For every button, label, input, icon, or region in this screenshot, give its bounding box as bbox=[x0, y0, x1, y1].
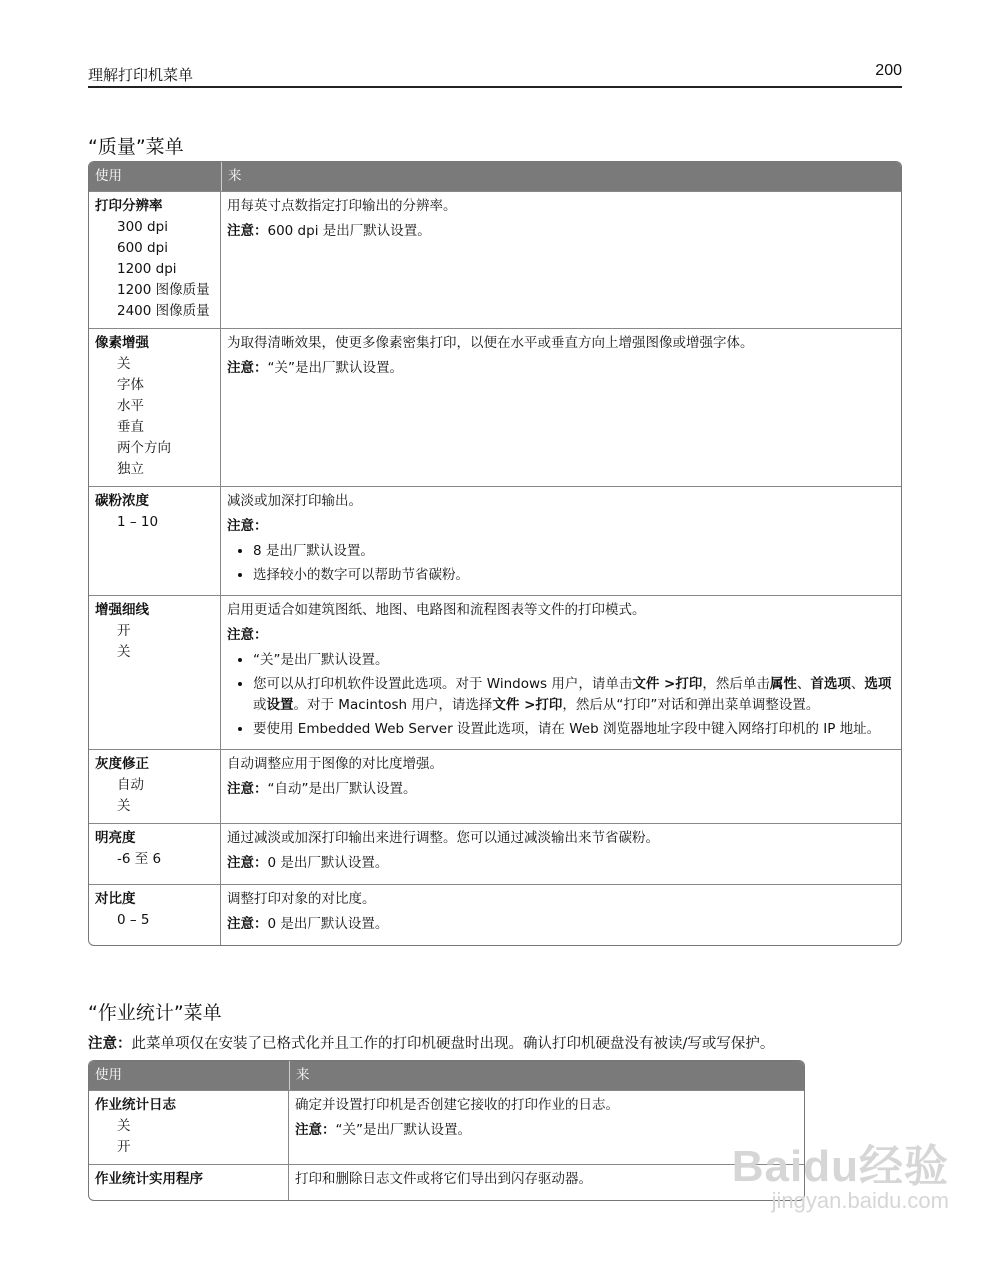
option-value: 1 – 10 bbox=[117, 514, 159, 530]
option-value: 1200 图像质量 bbox=[117, 282, 210, 298]
description-cell bbox=[289, 1164, 804, 1200]
job-accounting-menu-heading: “作业统计”菜单 bbox=[88, 1002, 222, 1024]
note-label: 注意： bbox=[227, 855, 268, 871]
note-text: “关”是出厂默认设置。 bbox=[335, 1122, 471, 1138]
list-item: • “关”是出厂默认设置。 bbox=[253, 650, 895, 671]
note-text: “关”是出厂默认设置。 bbox=[267, 360, 403, 376]
list-item bbox=[253, 674, 895, 716]
menu-item-cell bbox=[89, 749, 221, 823]
note-text: “自动”是出厂默认设置。 bbox=[267, 781, 417, 797]
table-row bbox=[89, 191, 901, 328]
menu-item-name: 增强细线 bbox=[95, 602, 149, 618]
option-value: 2400 图像质量 bbox=[117, 303, 210, 319]
note-list bbox=[227, 541, 895, 586]
page-number: 200 bbox=[875, 62, 902, 79]
description-text: 确定并设置打印机是否创建它接收的打印作业的日志。 bbox=[295, 1097, 619, 1113]
table-row bbox=[89, 884, 901, 945]
quality-menu-table bbox=[88, 161, 902, 946]
table-header-row bbox=[89, 162, 901, 191]
job-accounting-menu-table bbox=[88, 1060, 805, 1201]
table-row bbox=[89, 749, 901, 823]
note-paragraph bbox=[227, 779, 895, 800]
note-label: 注意： bbox=[227, 360, 268, 376]
watermark-url: jingyan.baidu.com bbox=[771, 1188, 949, 1213]
table-header-row bbox=[89, 1061, 804, 1090]
menu-item-name: 碳粉浓度 bbox=[95, 493, 149, 509]
description-text: 减淡或加深打印输出。 bbox=[227, 493, 362, 509]
note-label: 注意： bbox=[227, 518, 268, 534]
note-text: 此菜单项仅在安装了已格式化并且工作的打印机硬盘时出现。确认打印机硬盘没有被读/写或写保护。 bbox=[131, 1036, 775, 1052]
menu-path-file-print: 文件 >打印 bbox=[632, 676, 703, 692]
menu-item-name: 灰度修正 bbox=[95, 756, 149, 772]
menu-term-preferences: 首选项 bbox=[810, 676, 851, 692]
description-text: 用每英寸点数指定打印输出的分辨率。 bbox=[227, 198, 457, 214]
chapter-title: 理解打印机菜单 bbox=[88, 66, 194, 84]
option-value: 关 bbox=[117, 644, 131, 660]
note-label: 注意： bbox=[227, 223, 268, 239]
note-label: 注意： bbox=[227, 916, 268, 932]
description-text: 为取得清晰效果，使更多像素密集打印，以便在水平或垂直方向上增强图像或增强字体。 bbox=[227, 335, 754, 351]
description-cell bbox=[221, 823, 901, 884]
note-text: 0 是出厂默认设置。 bbox=[267, 916, 389, 932]
menu-item-name: 明亮度 bbox=[95, 830, 136, 846]
description-cell bbox=[221, 328, 901, 486]
menu-item-cell bbox=[89, 884, 221, 945]
table-row bbox=[89, 1164, 804, 1200]
description-cell bbox=[221, 884, 901, 945]
description-cell bbox=[221, 486, 901, 595]
table-row bbox=[89, 486, 901, 595]
menu-item-cell bbox=[89, 823, 221, 884]
option-value: 水平 bbox=[117, 398, 144, 414]
note-paragraph bbox=[295, 1120, 798, 1141]
menu-item-name: 打印分辨率 bbox=[95, 198, 163, 214]
menu-item-cell bbox=[89, 595, 221, 749]
description-text: 通过减淡或加深打印输出来进行调整。您可以通过减淡输出来节省碳粉。 bbox=[227, 830, 659, 846]
note-paragraph bbox=[227, 914, 895, 935]
option-value: 关 bbox=[117, 356, 131, 372]
menu-item-cell bbox=[89, 191, 221, 328]
column-header-purpose: 来 bbox=[221, 162, 901, 191]
note-label: 注意： bbox=[295, 1122, 336, 1138]
list-item: • 选择较小的数字可以帮助节省碳粉。 bbox=[253, 565, 895, 586]
option-value: 600 dpi bbox=[117, 240, 168, 256]
note-paragraph bbox=[227, 358, 895, 379]
menu-path-file-print-mac: 文件 >打印 bbox=[492, 697, 563, 713]
menu-term-options: 选项 bbox=[864, 676, 892, 692]
watermark-logo: Baidu经验 bbox=[731, 1142, 949, 1191]
table-row bbox=[89, 823, 901, 884]
menu-item-name: 像素增强 bbox=[95, 335, 149, 351]
option-value: 字体 bbox=[117, 377, 144, 393]
list-item: • 8 是出厂默认设置。 bbox=[253, 541, 895, 562]
note-paragraph bbox=[227, 853, 895, 874]
menu-item-name: 作业统计日志 bbox=[95, 1097, 176, 1113]
option-value: 1200 dpi bbox=[117, 261, 177, 277]
bullet-text: ，然后从“打印”对话和弹出菜单调整设置。 bbox=[562, 697, 820, 713]
description-text: 启用更适合如建筑图纸、地图、电路图和流程图表等文件的打印模式。 bbox=[227, 602, 646, 618]
bullet-text: 、 bbox=[850, 676, 865, 692]
description-cell bbox=[289, 1090, 804, 1164]
column-header-use: 使用 bbox=[89, 162, 221, 191]
menu-item-name: 作业统计实用程序 bbox=[95, 1171, 203, 1187]
menu-term-setup: 设置 bbox=[266, 697, 294, 713]
bullet-text: 。对于 Macintosh 用户，请选择 bbox=[293, 697, 493, 713]
menu-item-cell bbox=[89, 328, 221, 486]
option-value: 独立 bbox=[117, 461, 144, 477]
note-label: 注意： bbox=[88, 1036, 132, 1052]
note-label: 注意： bbox=[227, 627, 268, 643]
menu-item-cell bbox=[89, 1090, 289, 1164]
option-value: -6 至 6 bbox=[117, 851, 162, 867]
note-text: 600 dpi 是出厂默认设置。 bbox=[267, 223, 431, 239]
column-header-use: 使用 bbox=[89, 1061, 289, 1090]
option-value: 垂直 bbox=[117, 419, 144, 435]
option-value: 300 dpi bbox=[117, 219, 168, 235]
bullet-text: ，然后单击 bbox=[702, 676, 770, 692]
option-value: 关 bbox=[117, 1118, 131, 1134]
menu-item-name: 对比度 bbox=[95, 891, 136, 907]
option-value: 0 – 5 bbox=[117, 912, 150, 928]
option-value: 关 bbox=[117, 798, 131, 814]
description-cell bbox=[221, 191, 901, 328]
baidu-watermark bbox=[732, 1130, 949, 1214]
option-value: 开 bbox=[117, 623, 131, 639]
table-row bbox=[89, 328, 901, 486]
option-value: 自动 bbox=[117, 777, 144, 793]
note-text: 0 是出厂默认设置。 bbox=[267, 855, 389, 871]
menu-item-cell bbox=[89, 486, 221, 595]
description-text: 自动调整应用于图像的对比度增强。 bbox=[227, 756, 443, 772]
bullet-text: 或 bbox=[253, 697, 267, 713]
list-item: • 要使用 Embedded Web Server 设置此选项，请在 Web 浏览器地址字段中键入网络打印机的 IP 地址。 bbox=[253, 719, 895, 740]
column-header-purpose: 来 bbox=[289, 1061, 804, 1090]
option-value: 开 bbox=[117, 1139, 131, 1155]
quality-menu-heading: “质量”菜单 bbox=[88, 136, 184, 158]
job-accounting-note bbox=[88, 1032, 774, 1053]
description-text: 打印和删除日志文件或将它们导出到闪存驱动器。 bbox=[295, 1171, 592, 1187]
description-cell bbox=[221, 749, 901, 823]
description-cell bbox=[221, 595, 901, 749]
menu-term-properties: 属性 bbox=[769, 676, 797, 692]
table-row bbox=[89, 595, 901, 749]
option-value: 两个方向 bbox=[117, 440, 171, 456]
page-header bbox=[88, 60, 902, 88]
description-text: 调整打印对象的对比度。 bbox=[227, 891, 376, 907]
bullet-text: 、 bbox=[796, 676, 811, 692]
bullet-text: 您可以从打印机软件设置此选项。对于 Windows 用户，请单击 bbox=[253, 676, 633, 692]
note-list bbox=[227, 650, 895, 740]
note-paragraph bbox=[227, 221, 895, 242]
note-label: 注意： bbox=[227, 781, 268, 797]
menu-item-cell bbox=[89, 1164, 289, 1200]
table-row bbox=[89, 1090, 804, 1164]
